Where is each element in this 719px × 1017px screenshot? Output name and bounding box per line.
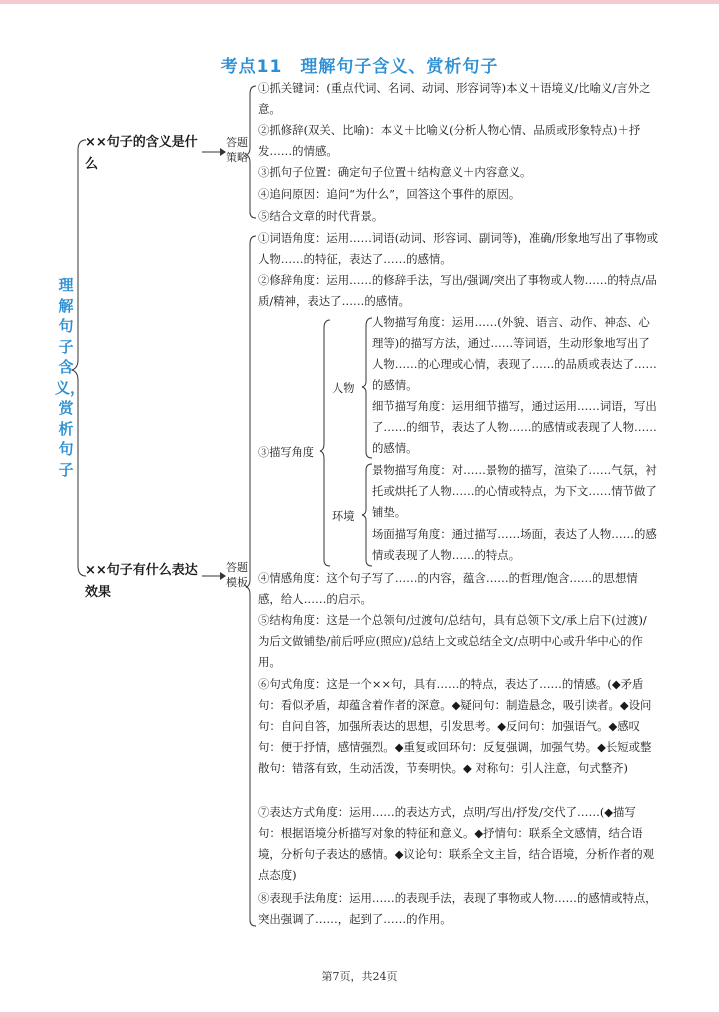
q1-item-3: ③抓句子位置：确定句子位置＋结构意义＋内容意义。	[258, 165, 532, 179]
environment-item-1: 景物描写角度：对……景物的描写，渲染了……气氛，衬托或烘托了人物……的心情或特点，为下文……情节做了铺垫。	[372, 463, 657, 519]
q1-item-1: ①抓关键词：(重点代词、名词、动词、形容词等)本义＋语境义/比喻义/言外之意。	[258, 81, 651, 116]
bottom-band	[0, 1012, 719, 1017]
page-title: 考点11 理解句子含义、赏析句子	[220, 57, 499, 77]
q2-item-2: ②修辞角度：运用……的修辞手法，写出/强调/突出了事物或人物……的特点/品质/精神，表达了……的感情。	[258, 273, 657, 308]
q2-item-8: ⑧表现手法角度：运用……的表现手法，表现了事物或人物……的感情或特点，突出强调了……，起到了……的作用。	[258, 891, 657, 926]
person-item-1: 人物描写角度：运用……(外貌、语言、动作、神态、心理等)的描写方法，通过……等词语，生动形象地写出了人物……的心理或心情，表现了……的品质或表达了……的感情。	[372, 315, 657, 392]
vertical-topic-title: 理解句子含义，赏析句子	[55, 276, 86, 479]
page-footer: 第7页，共24页	[321, 970, 398, 983]
q2-item-6: ⑥句式角度：这是一个××句，具有……的特点，表达了……的情感。(◆矛盾句：看似矛盾，却蕴含着作者的深意。◆疑问句：制造悬念，吸引读者。◆设问句：自问自答，加强所表达的思想，引发思考。◆反问句：加强语气。◆感叹句：便于抒情，感情强烈。◆重复或回环句：反复强调，加强气势。◆长短或整散句：错落有致，生动活泼，节奏明快。◆ 对称句：引人注意，句式整齐)	[258, 677, 652, 775]
q2-template-label: 答题模板	[226, 561, 248, 589]
person-item-2: 细节描写角度：运用细节描写，通过运用……词语，写出了……的细节，表达了人物……的感情或表现了人物……的感情。	[372, 399, 657, 455]
q2-item-1: ①词语角度：运用……词语(动词、形容词、副词等)，准确/形象地写出了事物或人物……的特征，表达了……的感情。	[258, 231, 659, 266]
q2-item-4: ④情感角度：这个句子写了……的内容，蕴含……的哲理/饱含……的思想情感，给人……的启示。	[258, 571, 638, 606]
q1-item-4: ④追问原因：追问“为什么”，回答这个事件的原因。	[258, 187, 521, 201]
environment-label: 环境	[332, 510, 355, 523]
q2-item-5: ⑤结构角度：这是一个总领句/过渡句/总结句，具有总领下文/承上启下(过渡)/为后文做铺垫/前后呼应(照应)/总结上文或总结全文/点明中心或升华中心的作用。	[258, 613, 647, 669]
q2-item-7: ⑦表达方式角度：运用……的表达方式，点明/写出/抒发/交代了……(◆描写句：根据语境分析描写对象的特征和意义。◆抒情句：联系全文感情，结合语境，分析句子表达的感情。◆议论句：联系全文主旨，结合语境，分析作者的观点态度)	[258, 805, 655, 882]
describe-angle-label: ③描写角度	[258, 446, 314, 459]
q1-item-5: ⑤结合文章的时代背景。	[258, 209, 384, 223]
q1-strategy-label: 答题策略	[226, 136, 248, 164]
q1-heading: ××句子的含义是什么	[85, 135, 198, 172]
q1-item-2: ②抓修辞(双关、比喻)：本义＋比喻义(分析人物心情、品质或形象特点)＋抒发……的情感。	[258, 123, 641, 158]
environment-item-2: 场面描写角度：通过描写……场面，表达了人物……的感情或表现了人物……的特点。	[372, 527, 657, 562]
person-label: 人物	[332, 382, 355, 395]
q2-heading: ××句子有什么表达效果	[85, 563, 198, 600]
